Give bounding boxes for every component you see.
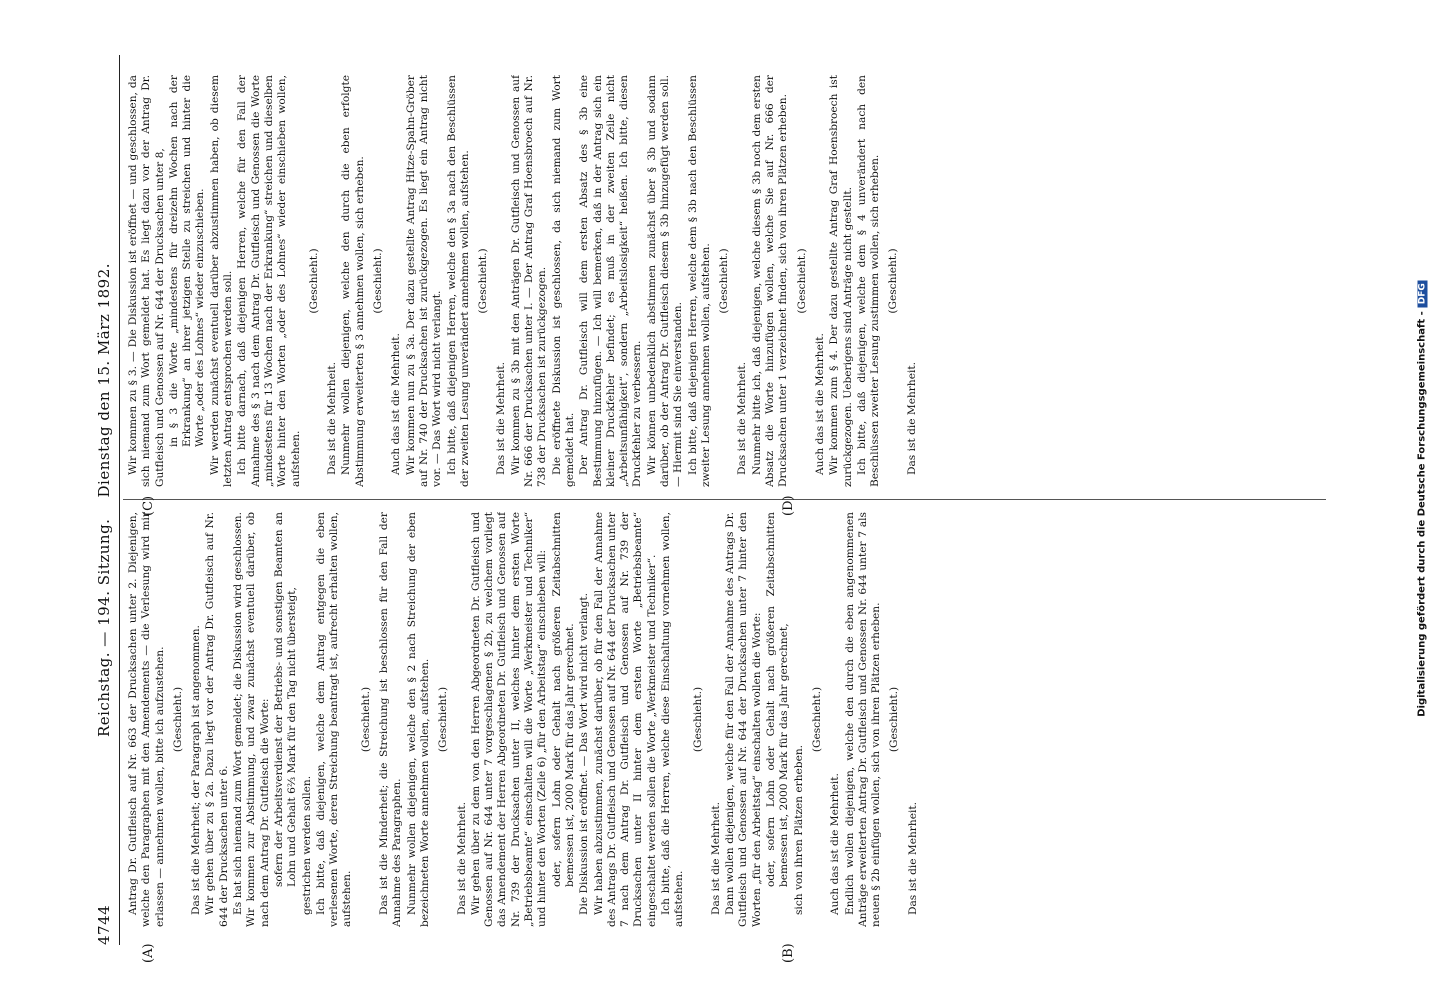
paragraph: Wir kommen nun zu § 3a. Der dazu gestellte Antrag Hitze-Spahn-Gröber auf Nr. 740 der Drucksachen ist zurückgezogen. Es liegt ein Antrag nicht vor. — Das Wort wird nicht verlangt. [404,75,444,487]
quoted-motion: oder, sofern Lohn oder Gehalt nach größeren Zeitabschnitten bemessen ist, 2000 Mark für das Jahr gerechnet. [550,512,576,887]
stage-direction: (Geschieht.) [307,248,320,314]
margin-letter-d: (D) [781,495,796,516]
paragraph: Dann wollen diejenigen, welche für den Fall der Annahme des Antrags Dr. Gutfleisch und Genossen auf Nr. 644 der Drucksachen unter 7 hinter den Worten „für den Arbeitstag“ einschalten wollen die Worte: [724,512,763,927]
stage-direction: (Geschieht.) [437,686,450,753]
paragraph: sich von ihren Plätzen erheben. [792,744,805,915]
stage-direction: (Geschieht.) [888,686,901,753]
paragraph: Wir haben abzustimmen, zunächst darüber, ob für den Fall der Annahme des Antrags Dr. Gutfleisch und Genossen auf Nr. 644 der Drucksachen unter 7 nach dem Antrag Dr. Gutfleisch und Genossen auf Nr. 739 der Drucksachen unter II hinter dem ersten Worte „Betriebsbeamte“ eingeschaltet werden sollen die Worte „Werkmeister und Techniker“. [592,512,658,927]
paragraph: Wir kommen zu § 3b mit den Anträgen Dr. Gutfleisch und Genossen auf Nr. 666 der Drucksachen unter I. — Der Antrag Graf Hoensbroech auf Nr. 738 der Drucksachen ist zurückgezogen. [509,75,549,487]
document-page [71,35,1361,965]
quoted-motion: oder, sofern Lohn oder Gehalt nach größeren Zeitabschnitten bemessen ist, 2000 Mark für das Jahr gerechnet, [765,512,791,887]
margin-letter-a: (A) [141,943,156,963]
paragraph: Das ist die Mehrheit; der Paragraph ist angenommen. [190,625,203,915]
paragraph: Ich bitte, daß diejenigen, welche dem Antrag entgegen die eben verlesenen Worte, deren Streichung beantragt ist, aufrecht erhalten wollen, aufstehen. [314,512,354,927]
paragraph: Ich bitte darnach, daß diejenigen Herren, welche für den Fall der Annahme des § 3 nach dem Antrag Dr. Gutfleisch und Genossen die Worte „mindestens für 13 Wochen nach der Erkrankung“ streichen und dieselben Worte hinter den Worten „oder des Lohnes“ wieder einschieben wollen, aufstehen. [236,75,302,487]
paragraph: Ich bitte, daß diejenigen, welche dem § 4 unverändert nach den Beschlüssen zweiter Lesung zustimmen wollen, sich erheben. [855,75,882,487]
digitization-text: Digitalisierung gefördert durch die Deutsche Forschungsgemeinschaft - [1416,311,1428,717]
paragraph: Es hat sich niemand zum Wort gemeldet; die Diskussion wird geschlossen. Wir kommen zur Abstimmung, und zwar zunächst eventuell darüber, ob nach dem Antrag Dr. Gutfleisch die Worte: [232,512,271,927]
paragraph: Das ist die Mehrheit. [326,362,339,475]
paragraph: Ich bitte, daß die Herren, welche diese Einschaltung vornehmen wollen, aufstehen. [659,512,686,927]
paragraph: Das ist die Mehrheit. [905,362,918,475]
digitization-note [1417,209,1428,789]
running-header [89,55,119,945]
stage-direction: (Geschieht.) [810,686,823,753]
session-title: Reichstag. — 194. Sitzung. Dienstag den 15. März 1892. [95,262,113,738]
paragraph: Antrag Dr. Gutfleisch auf Nr. 663 der Drucksachen unter 2. Diejenigen, welche den Paragraphen mit den Amendements — die Verlesung wird mir erlassen — annehmen wollen, bitte ich aufzustehen. [127,512,166,927]
paragraph: Wir können unbedenklich abstimmen zunächst über § 3b und sodann darüber, ob der Antrag Dr. Gutfleisch diesem § 3b hinzugefügt werden soll. — Hiermit sind Sie einverstanden. [645,75,685,487]
stage-direction: (Geschieht.) [795,248,808,314]
paragraph: Endlich wollen diejenigen, welche den durch die eben angenommenen Anträge erweiterten Antrag Dr. Gutfleisch und Genossen Nr. 644 unter 7 als neuen § 2b einfügen wollen, sich von ihren Plätzen erheben. [843,512,883,927]
paragraph: Nunmehr wollen diejenigen, welche den § 2 nach Streichung der eben bezeichneten Worte annehmen wollen, aufstehen. [405,512,431,927]
paragraph: Wir gehen über zu § 2a. Dazu liegt vor der Antrag Dr. Gutfleisch auf Nr. 644 der Drucksachen unter 6. [204,512,230,927]
paragraph: Wir kommen zum § 4. Der dazu gestellte Antrag Graf Hoensbroech ist zurückgezogen. Ueberigens sind Anträge nicht gestellt. [828,75,854,487]
paragraph: Das ist die Mehrheit. [709,802,722,915]
column-divider [123,499,1326,500]
paragraph: gestrichen werden sollen. [300,775,313,915]
paragraph: Nunmehr wollen diejenigen, welche den durch die eben erfolgte Abstimmung erweiterten § 3 annehmen wollen, sich erheben. [340,75,366,487]
paragraph: Wir werden zunächst eventuell darüber abzustimmen haben, ob diesem letzten Antrag entsprochen werden soll. [208,75,235,487]
paragraph: Auch das ist die Mehrheit. [390,333,403,475]
left-column [127,512,1331,927]
stage-direction: (Geschieht.) [887,248,900,314]
paragraph: Auch das ist die Mehrheit. [813,333,826,475]
header-rule [119,55,120,945]
dfg-logo: DFG [1418,280,1428,307]
right-column [127,75,1331,487]
stage-direction: (Geschieht.) [691,686,704,753]
paragraph: Ich bitte, daß diejenigen Herren, welche den § 3a nach den Beschlüssen der zweiten Lesung unverändert annehmen wollen, aufstehen. [445,75,471,487]
stage-direction: (Geschieht.) [171,686,184,753]
margin-letter-c: (C) [141,495,156,516]
paragraph: Nunmehr bitte ich, daß diejenigen, welche diesem § 3b noch dem ersten Absatz die Worte hinzufügen wollen, welche Sie auf Nr. 666 der Drucksachen unter 1 verzeichnet finden, sich von ihren Plätzen erheben. [750,75,790,487]
paragraph: Auch das ist die Mehrheit. [829,773,842,915]
paragraph: Wir kommen zu § 3. — Die Diskussion ist eröffnet — und geschlossen, da sich niemand zum Wort gemeldet hat. Es liegt dazu vor der Antrag Dr. Gutfleisch und Genossen auf Nr. 644 der Drucksachen unter 8, [127,75,166,487]
stage-direction: (Geschieht.) [359,686,372,753]
stage-direction: (Geschieht.) [718,248,731,314]
stage-direction: (Geschieht.) [372,248,385,314]
stage-direction: (Geschieht.) [477,248,490,314]
margin-letter-b: (B) [781,943,796,963]
paragraph: Ich bitte, daß diejenigen Herren, welche dem § 3b nach den Beschlüssen zweiter Lesung annehmen wollen, aufstehen. [686,75,712,487]
paragraph: Das ist die Mehrheit. [495,362,508,475]
paragraph: Wir gehen über zu dem von den Herren Abgeordneten Dr. Gutfleisch und Genossen auf Nr. 644 unter 7 vorgeschlagenen § 2b, zu welchem vorliegt das Amendement der Herren Abgeordneten Dr. Gutfleisch und Genossen auf Nr. 739 der Drucksachen unter II, welches hinter dem ersten Worte „Betriebsbeamte“ einschalten will die Worte „Werkmeister und Techniker“ und hinter den Worten (Zeile 6) „für den Arbeitstag“ einschieben will: [469,512,549,927]
paragraph: Das ist die Mehrheit. [736,362,749,475]
paragraph: Das ist die Minderheit; die Streichung ist beschlossen für den Fall der Annahme des Paragraphen. [378,512,404,927]
paragraph: Der Antrag Dr. Gutfleisch will dem ersten Absatz des § 3b eine Bestimmung hinzufügen. — Ich will bemerken, daß in der Antrag sich ein kleiner Druckfehler befindet; es muß in der zweiten Zeile nicht „Arbeitsunfähigkeit“, sondern „Arbeitslosigkeit“ heißen. Ich bitte, diesen Druckfehler zu verbessern. [578,75,644,487]
paragraph: Die Diskussion ist eröffnet. — Das Wort wird nicht verlangt. [578,592,591,915]
quoted-motion: sofern der Arbeitsverdienst der Betriebs- und sonstigen Beamten an Lohn und Gehalt 6⅔ Mark für den Tag nicht übersteigt, [272,512,299,887]
page-number: 4744 [95,904,113,945]
paragraph: Die eröffnete Diskussion ist geschlossen, da sich niemand zum Wort gemeldet hat. [550,75,576,487]
paragraph: Das ist die Mehrheit. [906,802,919,915]
paragraph: Das ist die Mehrheit. [455,802,468,915]
quoted-motion: in § 3 die Worte „mindestens für dreizehn Wochen nach der Erkrankung“ an ihrer jetzigen Stelle zu streichen und hinter die Worte „oder des Lohnes“ wieder einzuschieben. [167,75,207,447]
